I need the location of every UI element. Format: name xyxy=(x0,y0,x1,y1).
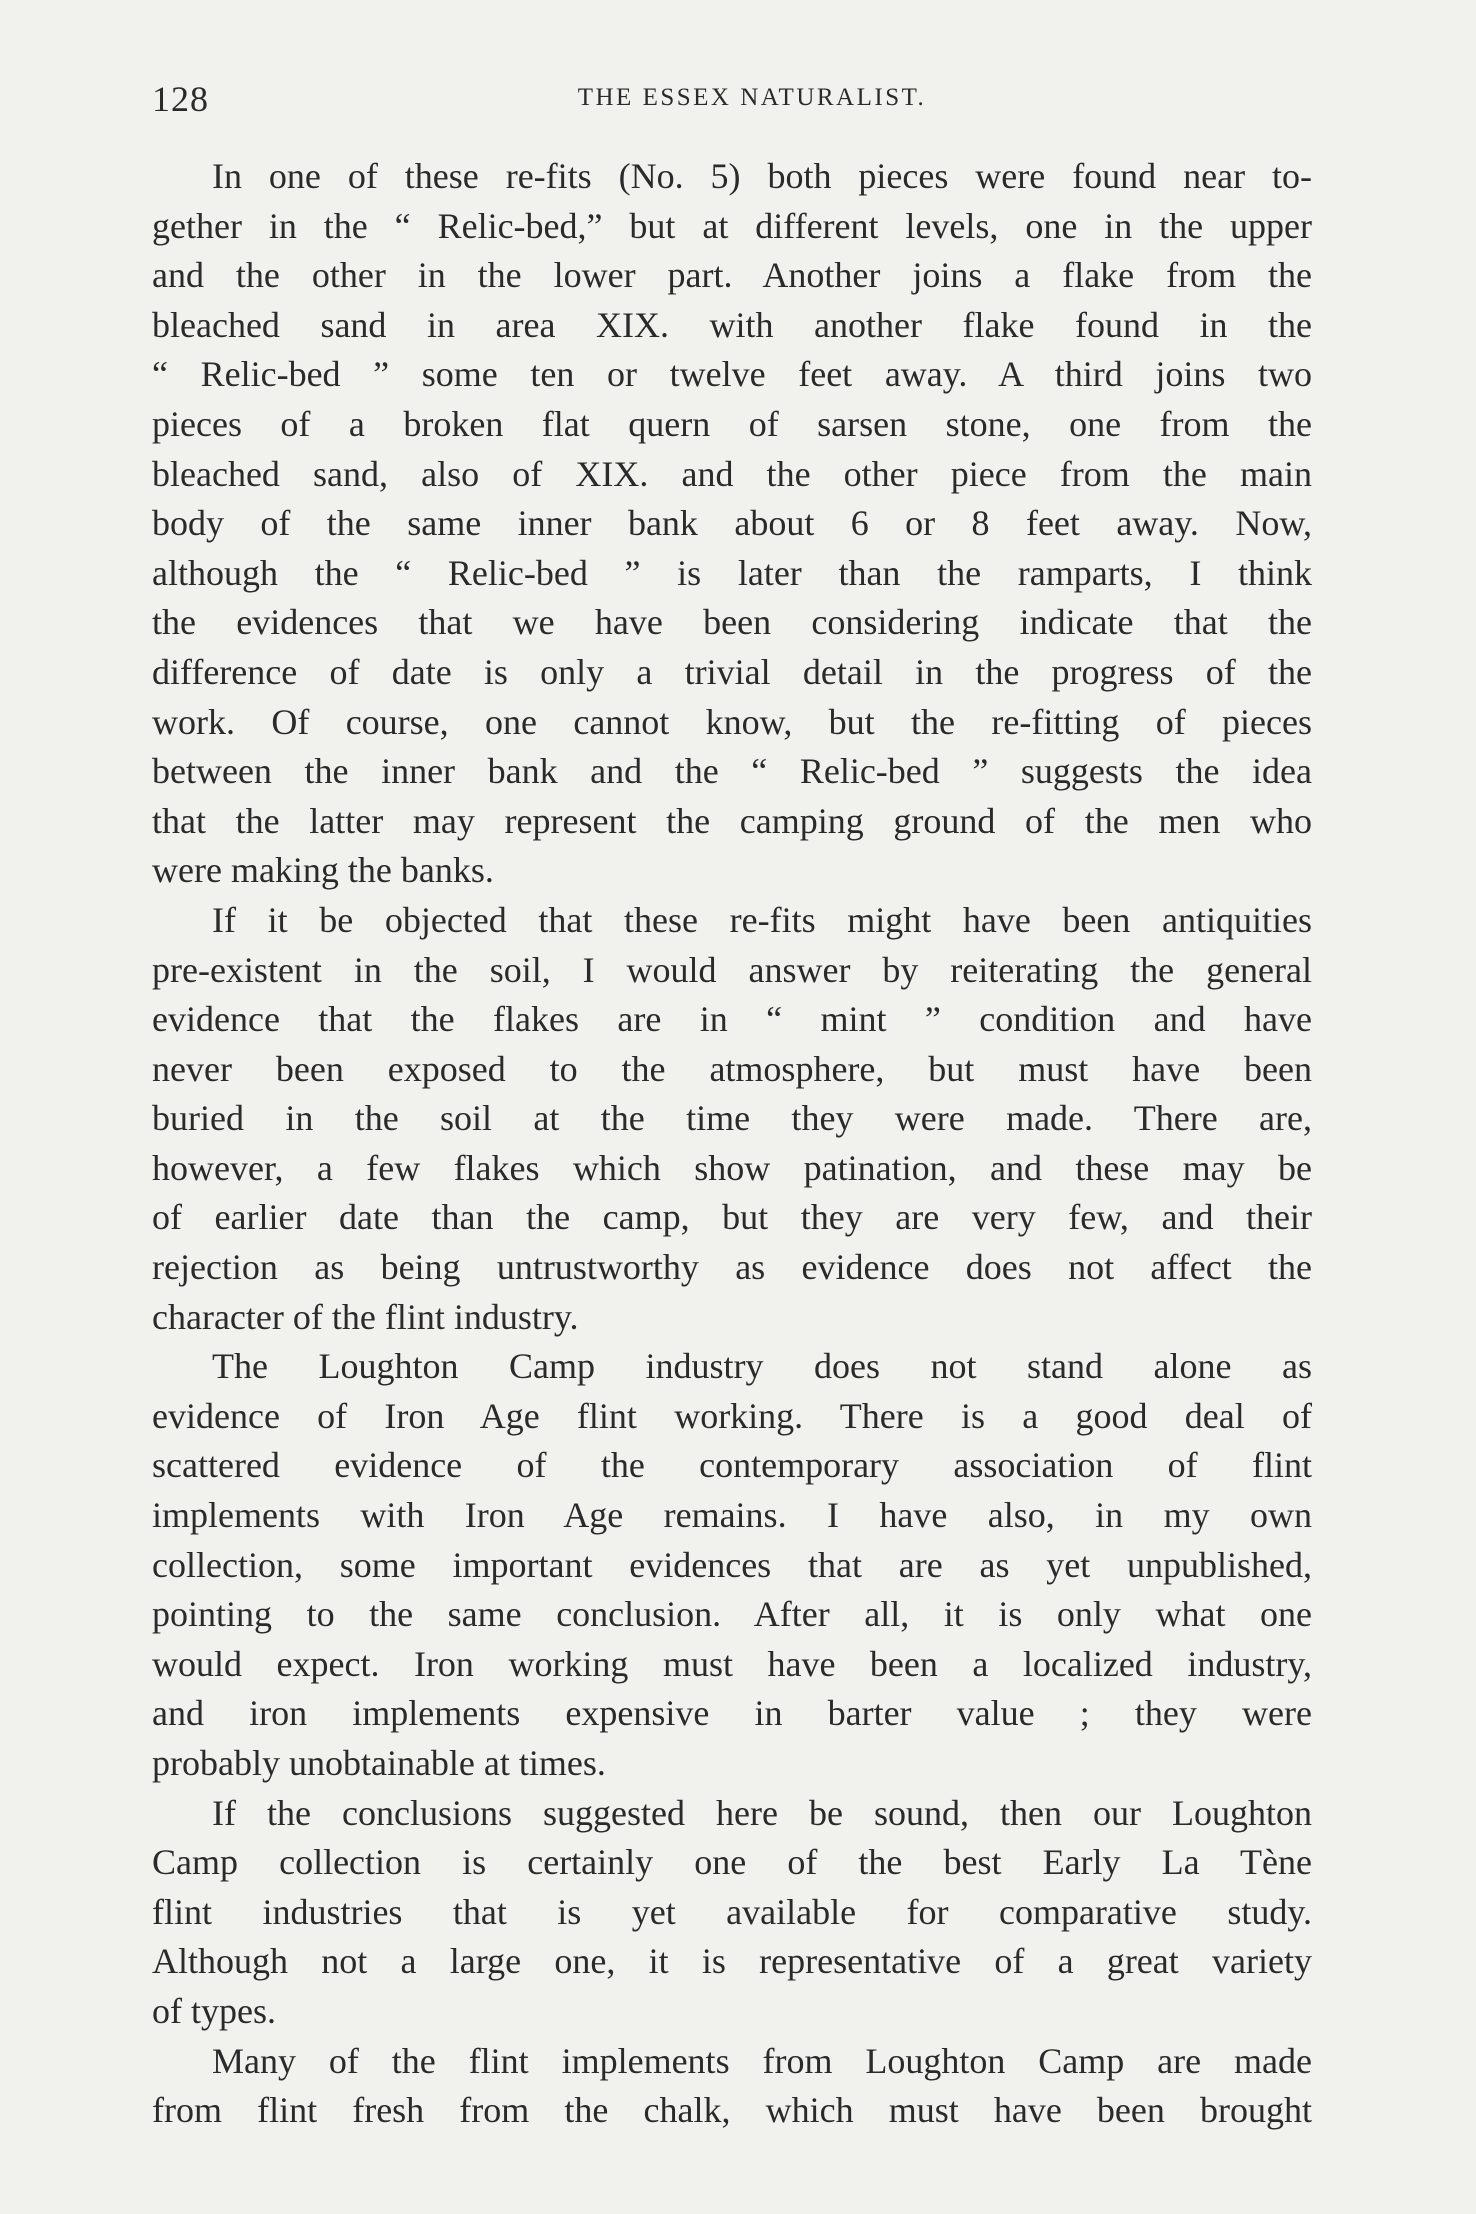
running-title: THE ESSEX NATURALIST. xyxy=(577,84,927,111)
text-line: and iron implements expensive in barter value ; they were xyxy=(152,1693,1312,1734)
text-line: between the inner bank and the “ Relic-bed ” suggests the idea xyxy=(152,751,1312,792)
text-line: Camp collection is certainly one of the best Early La Tène xyxy=(152,1842,1312,1883)
text-line: although the “ Relic-bed ” is later than the ramparts, I think xyxy=(152,552,1312,593)
text-line: never been exposed to the atmosphere, but must have been xyxy=(152,1048,1312,1089)
body-text xyxy=(152,152,1312,2136)
text-line: the evidences that we have been considering indicate that the xyxy=(152,602,1312,643)
text-line: evidence of Iron Age flint working. There is a good deal of xyxy=(152,1395,1312,1436)
text-line: probably unobtainable at times. xyxy=(152,1743,606,1783)
text-line: that the latter may represent the camping ground of the men who xyxy=(152,800,1312,841)
text-line: body of the same inner bank about 6 or 8 feet away. Now, xyxy=(152,503,1312,544)
text-line: buried in the soil at the time they were made. There are, xyxy=(152,1098,1312,1139)
text-line: character of the flint industry. xyxy=(152,1296,579,1337)
text-line: The Loughton Camp industry does not stand alone as xyxy=(212,1346,1312,1387)
text-line: bleached sand in area XIX. with another flake found in the xyxy=(152,304,1312,345)
text-line: Although not a large one, it is representative of a great variety xyxy=(152,1941,1312,1982)
text-line: pieces of a broken flat quern of sarsen stone, one from the xyxy=(152,403,1312,444)
text-line: of earlier date than the camp, but they are very few, and their xyxy=(152,1197,1312,1238)
text-line: gether in the “ Relic-bed,” but at different levels, one in the upper xyxy=(152,205,1312,246)
text-line: difference of date is only a trivial detail in the progress of the xyxy=(152,651,1312,692)
text-line: Many of the flint implements from Loughton Camp are made xyxy=(212,2040,1312,2081)
text-line: work. Of course, one cannot know, but the re-fitting of pieces xyxy=(152,701,1312,742)
page-header xyxy=(152,78,1312,128)
text-line: from flint fresh from the chalk, which must have been brought xyxy=(152,2090,1312,2131)
text-line: scattered evidence of the contemporary association of flint xyxy=(152,1445,1312,1486)
text-line: pointing to the same conclusion. After all, it is only what one xyxy=(152,1594,1312,1635)
text-line: bleached sand, also of XIX. and the other piece from the main xyxy=(152,453,1312,494)
text-line: and the other in the lower part. Another joins a flake from the xyxy=(152,255,1312,296)
text-line: would expect. Iron working must have been a localized industry, xyxy=(152,1643,1312,1684)
text-line: collection, some important evidences that are as yet unpublished, xyxy=(152,1544,1312,1585)
text-line: rejection as being untrustworthy as evidence does not affect the xyxy=(152,1247,1312,1288)
text-line: of types. xyxy=(152,1990,276,2031)
text-line: implements with Iron Age remains. I have also, in my own xyxy=(152,1495,1312,1536)
text-line: If it be objected that these re-fits might have been antiquities xyxy=(212,899,1312,940)
page-number: 128 xyxy=(152,79,209,119)
text-line: were making the banks. xyxy=(152,850,494,891)
text-line: flint industries that is yet available for comparative study. xyxy=(152,1891,1312,1932)
text-line: however, a few flakes which show patination, and these may be xyxy=(152,1147,1312,1188)
text-line: If the conclusions suggested here be sound, then our Loughton xyxy=(212,1792,1312,1833)
text-line: In one of these re-fits (No. 5) both pieces were found near to- xyxy=(212,156,1312,196)
text-line: evidence that the flakes are in “ mint ” condition and have xyxy=(152,999,1312,1040)
text-line: pre-existent in the soil, I would answer by reiterating the general xyxy=(152,949,1312,990)
text-line: “ Relic-bed ” some ten or twelve feet away. A third joins two xyxy=(152,354,1312,395)
